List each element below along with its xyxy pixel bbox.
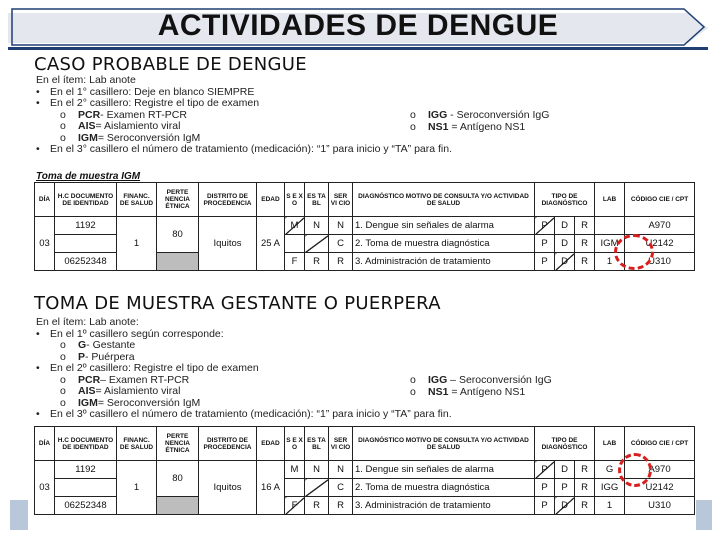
th-dia: DÍA (35, 427, 55, 461)
cell-hc: 1192 (55, 461, 117, 479)
th-diag: DIAGNÓSTICO MOTIVO DE CONSULTA Y/O ACTIVIDAD DE SALUD (353, 183, 535, 217)
cell-r: R (575, 479, 595, 497)
cell-d: D (555, 235, 575, 253)
s2-opt-g: o G - Gestante (60, 339, 136, 351)
cell-distrito: Iquitos (199, 461, 257, 515)
cell-etnia: 80 (157, 461, 199, 497)
th-estab: ES TA BL (305, 427, 329, 461)
title-banner (8, 5, 708, 51)
cell-code: U2142 (625, 479, 695, 497)
th-lab: LAB (595, 183, 625, 217)
cell-est: N (305, 217, 329, 235)
s2-opt-pcr: o PCR – Examen RT-PCR (60, 373, 190, 386)
s1-register-table (34, 182, 695, 271)
th-sexo: S E X O (285, 427, 305, 461)
section1-heading: CASO PROBABLE DE DENGUE (34, 54, 307, 75)
th-tipo: TIPO DE DIAGNÓSTICO (535, 427, 595, 461)
th-sexo: S E X O (285, 183, 305, 217)
th-serv: SER VI CIO (329, 183, 353, 217)
cell-diag: 2. Toma de muestra diagnóstica (353, 479, 535, 497)
cell-diag: 1. Dengue sin señales de alarma (353, 461, 535, 479)
cell-code: A970 (625, 461, 695, 479)
cell-d: D (555, 461, 575, 479)
cell-diag: 3. Administración de tratamiento (353, 497, 535, 515)
th-etnia: PERTE NENCIA ÉTNICA (157, 427, 199, 461)
s2-opt-igg: o IGG – Seroconversión IgG (410, 374, 552, 386)
s2-bullet-3: • En el 3º casillero el número de tratamiento (medicación): “1” para inicio y “TA” para fin. (36, 408, 452, 420)
th-lab: LAB (595, 427, 625, 461)
cell-sexo-empty (285, 235, 305, 253)
cell-etnia-gray (157, 253, 199, 271)
th-doc: H.C DOCUMENTO DE IDENTIDAD (55, 183, 117, 217)
cell-ser: C (329, 235, 353, 253)
s2-register-table (34, 426, 695, 515)
s2-opt-igm: o IGM = Seroconversión IgM (60, 396, 201, 409)
cell-distrito: Iquitos (199, 217, 257, 271)
cell-hc: 1192 (55, 217, 117, 235)
s1-bullet-3: • En el 3° casillero el número de tratamiento (medicación): “1” para inicio y “TA” para fin. (36, 143, 453, 155)
th-codigo: CÓDIGO CIE / CPT (625, 427, 695, 461)
table-header-row (35, 183, 695, 217)
th-serv: SER VI CIO (329, 427, 353, 461)
th-doc: H.C DOCUMENTO DE IDENTIDAD (55, 427, 117, 461)
cell-est: R (305, 497, 329, 515)
cell-lab: IGG (595, 479, 625, 497)
s1-intro: En el ítem: Lab anote (36, 74, 136, 86)
s1-opt-igm: o IGM = Seroconversión IgM (60, 131, 201, 144)
s1-opt-ais: o AIS = Aislamiento viral (60, 120, 181, 132)
th-financ: FINANC. DE SALUD (117, 427, 157, 461)
cell-etnia: 80 (157, 217, 199, 253)
cell-hc-empty (55, 235, 117, 253)
cell-hc-empty (55, 479, 117, 497)
cell-ser: R (329, 497, 353, 515)
cell-p: P (535, 461, 555, 479)
th-etnia: PERTE NENCIA ÉTNICA (157, 183, 199, 217)
s2-opt-ais: o AIS = Aislamiento viral (60, 385, 181, 397)
table-row (35, 217, 695, 235)
section2-heading: TOMA DE MUESTRA GESTANTE O PUERPERA (34, 293, 441, 314)
cell-financ: 1 (117, 217, 157, 271)
cell-lab: 1 (595, 253, 625, 271)
s1-right-options (410, 110, 549, 133)
cell-code: A970 (625, 217, 695, 235)
th-edad: EDAD (257, 183, 285, 217)
cell-ser: N (329, 461, 353, 479)
slide-decoration-left (10, 500, 28, 530)
cell-lab-g: G (595, 461, 625, 479)
s2-bullet-2: • En el 2º casillero: Registre el tipo de examen (36, 362, 259, 374)
s1-bullet-1: • En el 1° casillero: Deje en blanco SIEMPRE (36, 85, 255, 98)
th-diag: DIAGNÓSTICO MOTIVO DE CONSULTA Y/O ACTIVIDAD DE SALUD (353, 427, 535, 461)
cell-est (305, 479, 329, 497)
cell-sexo-f: F (285, 497, 305, 515)
table-row (35, 461, 695, 479)
cell-p: P (535, 479, 555, 497)
cell-d: P (555, 479, 575, 497)
cell-d: D (555, 217, 575, 235)
cell-est: N (305, 461, 329, 479)
s1-table-caption: Toma de muestra IGM (36, 171, 141, 182)
cell-code: U310 (625, 253, 695, 271)
th-distrito: DISTRITO DE PROCEDENCIA (199, 427, 257, 461)
s2-bullet-1: • En el 1º casillero según corresponde: (36, 327, 224, 340)
cell-est: R (305, 253, 329, 271)
cell-sexo-m: M (285, 461, 305, 479)
cell-sexo-f: F (285, 253, 305, 271)
table-header-row (35, 427, 695, 461)
cell-p: P (535, 217, 555, 235)
cell-dia: 03 (35, 217, 55, 271)
cell-edad: 25 A (257, 217, 285, 271)
cell-etnia-gray (157, 497, 199, 515)
cell-d: D (555, 497, 575, 515)
cell-sexo-empty (285, 479, 305, 497)
cell-ser: C (329, 479, 353, 497)
s2-intro: En el ítem: Lab anote: (36, 316, 139, 328)
cell-diag: 3. Administración de tratamiento (353, 253, 535, 271)
highlight-circle-g (618, 453, 652, 487)
cell-dni: 06252348 (55, 253, 117, 271)
cell-r: R (575, 461, 595, 479)
cell-ser: N (329, 217, 353, 235)
th-dia: DÍA (35, 183, 55, 217)
slide-decoration-right (696, 500, 712, 530)
cell-r: R (575, 497, 595, 515)
cell-lab: 1 (595, 497, 625, 515)
section1-instructions (36, 75, 452, 156)
s1-opt-pcr: o PCR - Examen RT-PCR (60, 108, 187, 121)
s2-right-options (410, 375, 552, 398)
cell-ser: R (329, 253, 353, 271)
cell-edad: 16 A (257, 461, 285, 515)
cell-code: U310 (625, 497, 695, 515)
page-title: ACTIVIDADES DE DENGUE (157, 9, 559, 42)
s1-opt-ns1: o NS1 = Antígeno NS1 (410, 120, 526, 133)
cell-diag: 1. Dengue sin señales de alarma (353, 217, 535, 235)
cell-code: U2142 (625, 235, 695, 253)
th-estab: ES TA BL (305, 183, 329, 217)
cell-diag: 2. Toma de muestra diagnóstica (353, 235, 535, 253)
cell-dni: 06252348 (55, 497, 117, 515)
cell-r: R (575, 217, 595, 235)
cell-sexo-m: M (285, 217, 305, 235)
s1-bullet-2: • En el 2° casillero: Registre el tipo de examen (36, 97, 260, 109)
cell-r: R (575, 235, 595, 253)
cell-r: R (575, 253, 595, 271)
s2-opt-ns1: o NS1 = Antígeno NS1 (410, 385, 526, 398)
cell-p: P (535, 497, 555, 515)
highlight-circle-igm (614, 234, 654, 270)
section2-instructions (36, 317, 452, 421)
th-edad: EDAD (257, 427, 285, 461)
cell-lab-igm: IGM (595, 235, 625, 253)
cell-financ: 1 (117, 461, 157, 515)
s2-opt-p: o P - Puérpera (60, 350, 135, 363)
th-codigo: CÓDIGO CIE / CPT (625, 183, 695, 217)
cell-dia: 03 (35, 461, 55, 515)
cell-lab (595, 217, 625, 235)
s1-opt-igg: o IGG - Seroconversión IgG (410, 109, 550, 121)
th-financ: FINANC. DE SALUD (117, 183, 157, 217)
cell-p: P (535, 253, 555, 271)
cell-est (305, 235, 329, 253)
th-tipo: TIPO DE DIAGNÓSTICO (535, 183, 595, 217)
cell-p: P (535, 235, 555, 253)
th-distrito: DISTRITO DE PROCEDENCIA (199, 183, 257, 217)
cell-d: D (555, 253, 575, 271)
